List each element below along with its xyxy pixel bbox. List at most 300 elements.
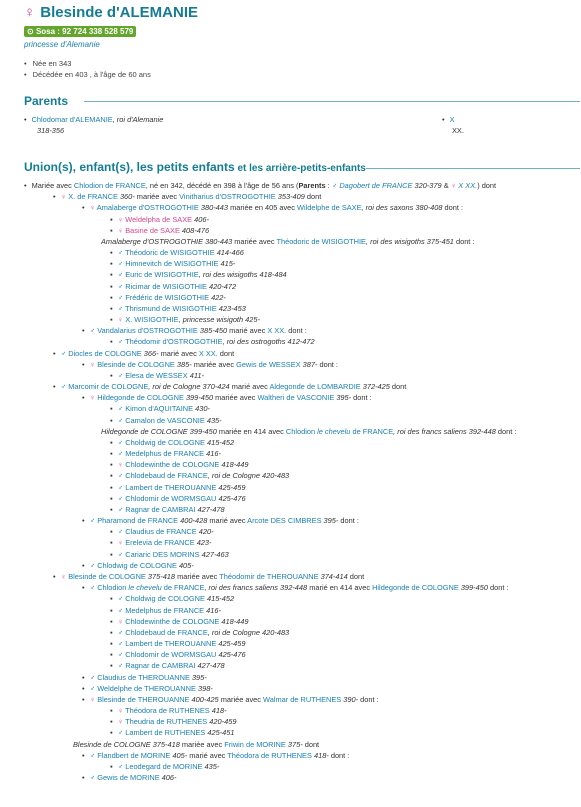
bullet: ▪ [110, 504, 113, 514]
family-row [110, 504, 225, 515]
row-text: marié avec [207, 516, 248, 526]
bullet: • [82, 773, 85, 782]
row-text: dont [302, 739, 320, 749]
male-icon: ♂ [117, 437, 124, 447]
row-text: 405- [176, 560, 194, 570]
person-link[interactable]: Leodegard de MORINE [123, 761, 203, 771]
row-text: 425-459 [216, 482, 246, 492]
bullet: • [82, 750, 85, 760]
row-text: 375- [285, 739, 303, 749]
male-icon: ♂ [117, 270, 124, 280]
row-text: dont : [453, 236, 475, 246]
unions-divider [366, 168, 580, 169]
male-icon: ♂ [331, 181, 338, 190]
family-row [110, 705, 227, 716]
bullet: ▪ [110, 650, 113, 660]
family-row [110, 649, 246, 660]
person-link[interactable]: X XX. [456, 181, 478, 190]
row-text: marié avec [187, 750, 228, 760]
person-link[interactable]: Théodomir de THEROUANNE [219, 572, 319, 581]
female-icon: ♀ [60, 572, 67, 581]
family-row [110, 370, 204, 381]
row-text: 400-428 [178, 516, 208, 526]
person-link[interactable]: Erelevia de FRANCE [123, 538, 195, 548]
person-link[interactable]: Aldegonde de LOMBARDIE [269, 382, 361, 392]
person-link[interactable]: Théodoric de WISIGOTHIE [276, 236, 366, 246]
bullet: ▪ [110, 449, 113, 459]
row-text: 435- [202, 761, 220, 771]
male-icon: ♂ [117, 471, 124, 481]
bullet: • [82, 560, 85, 570]
row-text: 427-463 [199, 549, 229, 559]
row-text: marié avec [227, 326, 268, 336]
person-link[interactable]: Chlodebaud de FRANCE [123, 471, 208, 481]
row-text: , roi des francs saliens 392-448 [204, 583, 308, 593]
row-text: 399-450 [183, 393, 214, 403]
family-row [110, 314, 260, 325]
male-icon: ♂ [117, 650, 124, 660]
bullet: ▪ [110, 292, 113, 302]
row-text: 423-453 [216, 303, 246, 313]
person-link[interactable]: Euric de WISIGOTHIE [123, 270, 199, 280]
person-link[interactable]: Cariaric DES MORINS [123, 549, 200, 559]
person-link[interactable]: Marcomir de COLOGNE [66, 382, 149, 392]
person-link[interactable]: Weldelpha de SAXE [123, 214, 193, 224]
row-text: , roi des francs saliens 392-448 [393, 426, 496, 436]
row-text: 385- [174, 359, 192, 369]
family-row [82, 202, 463, 213]
row-text: 415-452 [204, 437, 235, 447]
person-link[interactable]: Ricimar de WISIGOTHIE [123, 281, 207, 291]
row-text: dont [217, 348, 235, 358]
bullet: ▪ [110, 303, 113, 313]
row-text: Hildegonde de COLOGNE 399-450 [101, 426, 217, 436]
row-text: 435- [204, 415, 222, 425]
row-text: dont : [351, 393, 372, 403]
father-title: , roi d'Alemanie [112, 115, 164, 124]
row-text: 395- [189, 672, 207, 682]
male-icon: ♂ [89, 683, 96, 693]
person-link[interactable]: X. de FRANCE [66, 192, 118, 202]
female-icon: ♀ [117, 717, 124, 727]
row-text: dont : [328, 750, 350, 760]
male-icon: ♂ [60, 348, 67, 358]
row-text: 400-425 [189, 694, 219, 704]
person-link[interactable]: Elesa de WESSEX [123, 370, 188, 380]
bullet: ▪ [110, 605, 113, 615]
female-icon: ♀ [89, 694, 96, 704]
person-link[interactable]: Chlodwig de COLOGNE [95, 560, 177, 570]
male-icon: ♂ [89, 750, 96, 760]
row-text: 387- [300, 359, 318, 369]
father-years: 318-356 [37, 126, 65, 135]
family-row [82, 325, 307, 336]
person-link[interactable]: Medelphus de FRANCE [123, 449, 205, 459]
row-text: Amalaberge d'OSTROGOTHIE 380-443 [101, 236, 233, 246]
row-text: dont [347, 572, 365, 581]
person-link[interactable]: Pharamond de FRANCE [95, 516, 179, 526]
person-link[interactable]: Chlodomir de WORMSGAU [123, 493, 217, 503]
person-link[interactable]: Blesinde de COLOGNE [95, 359, 175, 369]
female-icon: ♀ [117, 538, 124, 548]
male-icon: ♂ [89, 583, 96, 593]
row-text: , roi des wisigoths 375-451 [366, 236, 454, 246]
bullet: ▪ [110, 471, 113, 481]
row-text: 366- [141, 348, 159, 358]
row-text: 415- [218, 259, 236, 269]
bullet: ▪ [110, 248, 113, 257]
male-icon: ♂ [117, 482, 124, 492]
bullet: ▪ [110, 706, 113, 715]
person-link[interactable]: Claudius de THEROUANNE [95, 672, 190, 682]
row-text: dont : [442, 203, 464, 213]
person-link[interactable]: Lambert de THEROUANNE [123, 482, 217, 492]
male-icon: ♂ [117, 404, 124, 414]
person-link[interactable]: Théodora de RUTHENES [123, 706, 210, 715]
person-link[interactable]: Théodoric de WISIGOTHIE [123, 248, 215, 257]
person-link[interactable]: Arcote DES CIMBRES [247, 516, 322, 526]
row-text: mariée avec [232, 236, 277, 246]
row-text: dont : [338, 516, 359, 526]
person-link[interactable]: Choldwig de COLOGNE [123, 594, 205, 604]
bullet: • [82, 326, 85, 336]
person-link[interactable]: Himnevitch de WISIGOTHIE [123, 259, 219, 269]
person-link[interactable]: Chlodion [95, 583, 127, 593]
female-icon: ♀ [117, 616, 124, 626]
person-link[interactable]: Gewis de WESSEX [236, 359, 301, 369]
person-link[interactable]: Choldwig de COLOGNE [123, 437, 205, 447]
family-row [110, 761, 219, 772]
bullet: ▪ [110, 493, 113, 503]
person-link[interactable]: X XX. [198, 348, 218, 358]
row-text: 380-443 [198, 203, 229, 213]
male-icon: ♂ [117, 627, 124, 637]
family-row [53, 571, 364, 582]
row-text: 418-449 [219, 616, 249, 626]
row-text: , roi de Cologne 420-483 [207, 471, 290, 481]
person-link[interactable]: Chlodewinthe de COLOGNE [123, 460, 220, 470]
bullet: ▪ [110, 527, 113, 537]
birth-info: • Née en 343 [24, 59, 71, 68]
bullet: ▪ [110, 639, 113, 648]
person-link[interactable]: Ragnar de CAMBRAI [123, 661, 196, 671]
bullet: ▪ [110, 616, 113, 626]
person-link[interactable]: Chlodion de FRANCE [73, 181, 146, 190]
row-text: 395- [321, 516, 339, 526]
row-text: marié avec [158, 348, 199, 358]
row-text: , roi des ostrogoths 412-472 [222, 337, 315, 347]
male-icon: ♂ [117, 527, 124, 537]
person-link[interactable]: Kimon d'AQUITAINE [123, 404, 194, 414]
bullet: ▪ [110, 415, 113, 425]
person-link[interactable]: Basine de SAXE [123, 225, 180, 235]
family-row [110, 593, 234, 604]
person-link[interactable]: Blesinde de THEROUANNE [95, 694, 190, 704]
row-text: 425-476 [216, 493, 246, 503]
row-text: dont : [495, 426, 517, 436]
person-link[interactable]: Hildegonde de COLOGNE [95, 393, 184, 403]
male-icon: ♂ [117, 605, 124, 615]
family-row [82, 672, 207, 683]
person-link[interactable]: Chlodion [285, 426, 316, 436]
person-link[interactable]: Thrismund de WISIGOTHIE [123, 303, 217, 313]
sosa-icon: ⊙ [27, 27, 34, 36]
person-link[interactable]: Frédéric de WISIGOTHIE [123, 292, 210, 302]
row-text: 398- [195, 683, 213, 693]
row-text: Parents [298, 181, 326, 190]
family-row [110, 627, 289, 638]
row-text: & [441, 181, 451, 190]
row-text: , princesse wisigoth 425- [178, 315, 260, 324]
row-text: 425-476 [216, 650, 246, 660]
unions-heading: Union(s), enfant(s), les petits enfants et les arrière-petits-enfants [24, 160, 366, 174]
female-icon: ♀ [450, 181, 457, 190]
row-text: 353-409 [275, 192, 305, 202]
family-row [110, 258, 235, 269]
death-info: • Décédée en 403 , à l'âge de 60 ans [24, 70, 151, 79]
row-text: mariée en 405 avec [228, 203, 298, 213]
family-row [110, 403, 210, 414]
bullet: ▪ [110, 214, 113, 224]
father-entry: • Chlodomar d'ALEMANIE, roi d'Alemanie [24, 115, 164, 124]
family-row [82, 582, 509, 593]
person-link[interactable]: Waltheri de VASCONIE [257, 393, 335, 403]
person-title: princesse d'Alemanie [24, 40, 100, 49]
row-text: 406- [192, 214, 209, 224]
person-link[interactable]: X XX. [267, 326, 287, 336]
mother-entry: • X [442, 115, 455, 124]
person-link[interactable]: Flandbert de MORINE [95, 750, 171, 760]
row-text: dont : [317, 359, 338, 369]
person-link[interactable]: Chlodomir de WORMSGAU [123, 650, 217, 660]
row-text: 418-449 [219, 460, 249, 470]
bullet: • [82, 516, 85, 526]
person-link[interactable]: Lambert de RUTHENES [123, 728, 206, 738]
family-row [110, 269, 287, 280]
male-icon: ♂ [117, 259, 124, 269]
family-row [110, 549, 229, 560]
bullet: ▪ [110, 315, 113, 324]
bullet: ▪ [110, 370, 113, 380]
row-text: dont : [286, 326, 307, 336]
mother-link[interactable]: X [449, 115, 455, 124]
male-icon: ♂ [117, 549, 124, 559]
row-text: 430- [193, 404, 210, 414]
family-row [82, 683, 213, 694]
row-text: , roi des saxons 380-408 [361, 203, 443, 213]
bullet: ▪ [110, 482, 113, 492]
person-link[interactable]: de FRANCE [161, 583, 205, 593]
row-text: 416- [204, 449, 221, 459]
row-text: , roi de Cologne 420-483 [207, 627, 290, 637]
person-link[interactable]: le chevelu [126, 583, 162, 593]
sosa-badge[interactable] [24, 26, 136, 37]
person-link[interactable]: Medelphus de FRANCE [123, 605, 205, 615]
family-row [82, 392, 372, 403]
row-text: 420-472 [206, 281, 237, 291]
union-summary-row [101, 426, 516, 437]
bullet: ▪ [110, 460, 113, 470]
person-link[interactable]: Vandalarius d'OSTROGOTHIE [95, 326, 198, 336]
family-row [110, 459, 249, 470]
male-icon: ♂ [117, 728, 124, 738]
person-link[interactable]: Amalaberge d'OSTROGOTHIE [95, 203, 199, 213]
male-icon: ♂ [117, 449, 124, 459]
person-link[interactable]: X. WISIGOTHIE [123, 315, 179, 324]
bullet: • [53, 348, 56, 358]
male-icon: ♂ [89, 672, 96, 682]
male-icon: ♂ [117, 370, 124, 380]
bullet: ▪ [110, 281, 113, 291]
mother-surname[interactable]: XX. [452, 126, 464, 135]
row-text: 406- [159, 773, 177, 782]
row-text: 405- [170, 750, 188, 760]
bullet: • [82, 359, 85, 369]
person-link[interactable]: Walmar de RUTHENES [263, 694, 342, 704]
family-row [82, 772, 176, 783]
row-text: 425-451 [205, 728, 235, 738]
family-row [82, 515, 359, 526]
family-row [82, 694, 379, 705]
male-icon: ♂ [117, 415, 124, 425]
person-link[interactable]: de FRANCE [350, 426, 394, 436]
male-icon: ♂ [117, 248, 124, 257]
row-text: 418- [209, 706, 227, 715]
row-text: 320-379 [412, 181, 442, 190]
person-link[interactable]: Lambert de THEROUANNE [123, 639, 217, 648]
family-row [110, 281, 236, 292]
male-icon: ♂ [117, 493, 124, 503]
row-text: dont [389, 382, 407, 392]
person-link[interactable]: le chevelu [315, 426, 351, 436]
family-row [110, 660, 225, 671]
person-link[interactable]: Chlodewinthe de COLOGNE [123, 616, 220, 626]
row-text: : [325, 181, 332, 190]
person-link[interactable]: Ragnar de CAMBRAI [123, 504, 196, 514]
bullet: ▪ [110, 549, 113, 559]
row-text: 360- [117, 192, 135, 202]
family-row [110, 336, 315, 347]
row-text: 427-478 [195, 504, 225, 514]
bullet: • [82, 694, 85, 704]
family-row [110, 225, 209, 236]
row-text: 399-450 [458, 583, 488, 593]
bullet: ▪ [110, 728, 113, 738]
row-text: , né en 342, décédé en 398 à l'âge de 56 ans ( [145, 181, 299, 190]
family-row [110, 537, 212, 548]
family-row [110, 493, 246, 504]
family-row [24, 180, 496, 191]
male-icon: ♂ [117, 337, 124, 347]
parents-divider [84, 101, 580, 102]
person-link[interactable]: Theudria de RUTHENES [123, 717, 208, 727]
father-link[interactable]: Chlodomar d'ALEMANIE [31, 115, 113, 124]
row-text: mariée en 414 avec [216, 426, 286, 436]
bullet: ▪ [110, 627, 113, 637]
family-row [110, 247, 244, 258]
family-row [110, 415, 222, 426]
row-text: mariée avec [179, 739, 225, 749]
row-text: , roi des wisigoths 418-484 [198, 270, 287, 280]
family-row [110, 470, 289, 481]
row-text: 422- [209, 292, 226, 302]
person-link[interactable]: Friwin de MORINE [224, 739, 286, 749]
row-text: 416- [204, 605, 221, 615]
family-row [53, 348, 234, 359]
row-text: 390- [341, 694, 359, 704]
male-icon: ♂ [89, 560, 96, 570]
person-link[interactable]: Wildelphe de SAXE [297, 203, 362, 213]
family-row [110, 482, 245, 493]
male-icon: ♂ [89, 326, 96, 336]
female-icon: ♀ [117, 706, 124, 715]
row-text: marié avec [229, 382, 270, 392]
row-text: dont [304, 192, 322, 202]
bullet: ▪ [110, 717, 113, 727]
person-link[interactable]: Théodomir d'OSTROGOTHIE [123, 337, 223, 347]
person-link[interactable]: Théodora de RUTHENES [227, 750, 312, 760]
bullet: ▪ [110, 225, 113, 235]
row-text: 418- [311, 750, 329, 760]
male-icon: ♂ [117, 281, 124, 291]
row-text: ) dont [477, 181, 497, 190]
female-icon: ♀ [89, 359, 96, 369]
female-icon: ♀ [117, 214, 124, 224]
page-title [24, 4, 198, 21]
male-icon: ♂ [117, 504, 124, 514]
person-link[interactable]: Gewis de MORINE [95, 773, 160, 782]
male-icon: ♂ [60, 382, 67, 392]
person-link[interactable]: Blesinde de COLOGNE [66, 572, 146, 581]
person-link[interactable]: Chlodebaud de FRANCE [123, 627, 208, 637]
family-row [110, 214, 209, 225]
family-row [110, 605, 221, 616]
person-link[interactable]: Dagobert de FRANCE [337, 181, 413, 190]
family-row [110, 638, 245, 649]
person-name: Blesinde d'ALEMANIE [40, 4, 198, 21]
bullet: ▪ [110, 437, 113, 447]
female-icon: ♀ [24, 4, 36, 21]
row-text: , roi de Cologne 370-424 [148, 382, 230, 392]
bullet: ▪ [110, 337, 113, 347]
family-row [110, 292, 226, 303]
female-icon: ♀ [117, 225, 124, 235]
person-link[interactable]: Camalon de VASCONIE [123, 415, 205, 425]
bullet: • [53, 382, 56, 392]
family-row [53, 191, 321, 202]
bullet: ▪ [110, 594, 113, 604]
person-link[interactable]: Diocles de COLOGNE [66, 348, 142, 358]
row-text: dont : [358, 694, 379, 704]
person-link[interactable]: Claudius de FRANCE [123, 527, 197, 537]
parents-heading: Parents [24, 94, 69, 108]
row-text: 415-452 [204, 594, 235, 604]
person-link[interactable]: Weldelphe de THEROUANNE [95, 683, 196, 693]
row-text: mariée avec [213, 393, 258, 403]
bullet: • [24, 181, 27, 190]
person-link[interactable]: Vinitharius d'OSTROGOTHIE [179, 192, 276, 202]
family-row [82, 750, 349, 761]
bullet: • [53, 192, 56, 202]
male-icon: ♂ [117, 761, 124, 771]
row-text: 372-425 [360, 382, 390, 392]
male-icon: ♂ [117, 292, 124, 302]
male-icon: ♂ [117, 303, 124, 313]
union-summary-row [73, 739, 319, 750]
female-icon: ♀ [89, 203, 96, 213]
person-link[interactable]: Hildegonde de COLOGNE [372, 583, 459, 593]
row-text: 408-476 [179, 225, 210, 235]
